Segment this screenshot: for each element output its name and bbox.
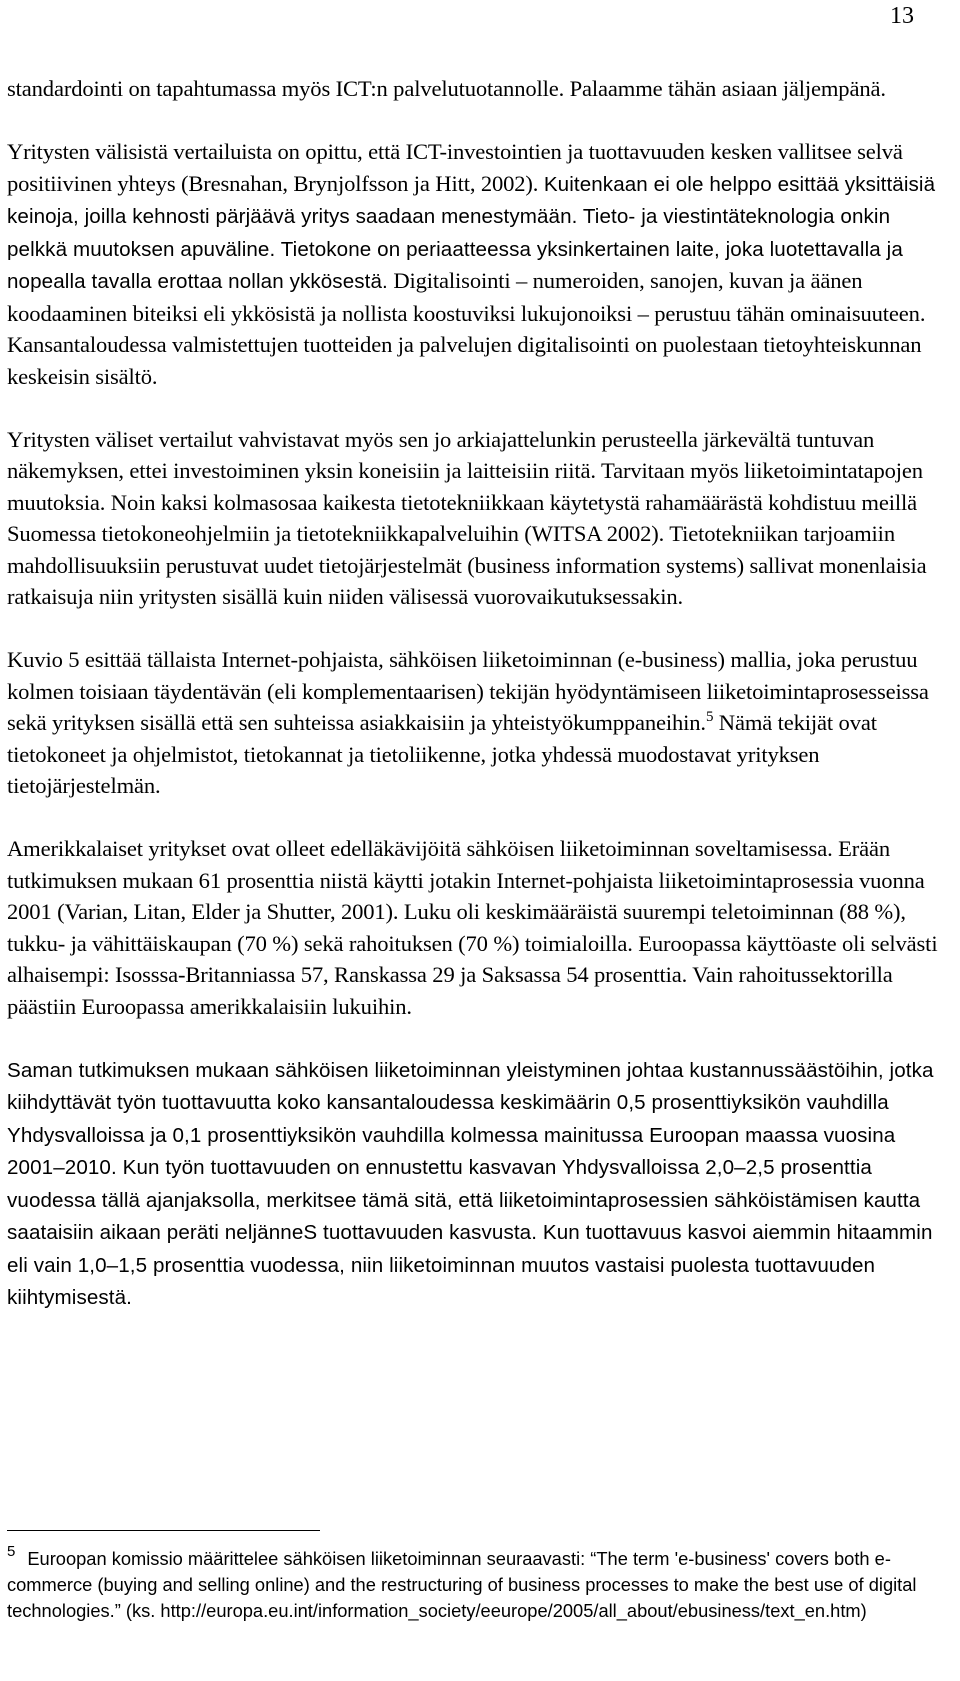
- paragraph: [7, 424, 955, 613]
- paragraph-text: Kuitenkaan ei ole helppo esittää yksittäisiä keinoja, joilla kehnosti pärjäävä yritys saadaan menestymään. Tieto- ja viestintäteknologia onkin pelkkä muutoksen apuväline. Tietokone on periaatteessa yksinkertainen laite, joka luotettavalla ja nopealla tavalla erottaa nollan ykkösestä.: [7, 172, 936, 293]
- footnote: [7, 1543, 955, 1624]
- footnote-reference: 5: [705, 709, 714, 725]
- paragraph: [7, 833, 955, 1022]
- paragraph-text: Nämä tekijät ovat tietokoneet ja ohjelmistot, tietokannat ja tietoliikenne, jotka yhdessä muodostavat yrityksen tietojärjestelmän.: [7, 710, 877, 798]
- paragraph-text: Saman tutkimuksen mukaan sähköisen liiketoiminnan yleistyminen johtaa kustannussäästöihin, jotka kiihdyttävät työn tuottavuutta koko kansantaloudessa keskimäärin 0,5 prosenttiyksikön vauhdilla Yhdysvalloissa ja 0,1 prosenttiyksikön vauhdilla kolmessa mainitussa Euroopan maassa vuosina 2001–2010. Kun työn tuottavuuden on ennustettu kasvavan Yhdysvalloissa 2,0–2,5 prosenttia vuodessa tällä ajanjaksolla, merkitsee tämä sitä, että liiketoimintaprosessien sähköistämisen kautta saataisiin aikaan peräti neljänneS tuottavuuden kasvusta. Kun tuottavuus kasvoi aiemmin hitaammin eli vain 1,0–1,5 prosenttia vuodessa, niin liiketoiminnan muutos vastaisi puolesta tuottavuuden kiihtymisestä.: [7, 1058, 934, 1309]
- footnote-divider: [7, 1530, 320, 1531]
- body-text: [7, 73, 955, 1345]
- paragraph-text: Digitalisointi – numeroiden, sanojen, kuvan ja äänen koodaaminen biteiksi eli ykkösistä ja nollista koostuviksi lukujonoiksi – perustuu tähän ominaisuuteen. Kansantaloudessa valmistettujen tuotteiden ja palvelujen digitalisointi on puolestaan tietoyhteiskunnan keskeisin sisältö.: [7, 268, 926, 389]
- paragraph-text: standardointi on tapahtumassa myös ICT:n palvelutuotannolle. Palaamme tähän asiaan jäljempänä.: [7, 76, 886, 101]
- paragraph-text: Kuvio 5 esittää tällaista Internet-pohjaista, sähköisen liiketoiminnan (e-business) mallia, joka perustuu kolmen toisiaan täydentävän (eli komplementaarisen) tekijän hyödyntämiseen liiketoimintaprosesseissa sekä yrityksen sisällä että sen suhteissa asiakkaisiin ja yhteistyökumppaneihin.: [7, 647, 929, 735]
- paragraph-text: Amerikkalaiset yritykset ovat olleet edelläkävijöitä sähköisen liiketoiminnan soveltamisessa. Erään tutkimuksen mukaan 61 prosenttia niistä käytti jotakin Internet-pohjaista liiketoimintaprosessia vuonna 2001 (Varian, Litan, Elder ja Shutter, 2001). Luku oli keskimääräistä suurempi teletoiminnan (88 %), tukku- ja vähittäiskaupan (70 %) sekä rahoituksen (70 %) toimialoilla. Euroopassa käyttöaste oli selvästi alhaisempi: Isosssa-Britanniassa 57, Ranskassa 29 ja Saksassa 54 prosenttia. Vain rahoitussektorilla päästiin Euroopassa amerikkalaisiin lukuihin.: [7, 836, 938, 1019]
- footnote-marker: 5: [7, 1543, 16, 1560]
- paragraph: [7, 1054, 955, 1314]
- footnote-text: Euroopan komissio määrittelee sähköisen liiketoiminnan seuraavasti: “The term 'e-business' covers both e-commerce (buying and selling online) and the restructuring of business processes to make the best use of digital technologies.” (ks. http://europa.eu.int/information_society/eeurope/2005/all_about/ebusiness/text_en.htm): [7, 1548, 917, 1621]
- paragraph: [7, 136, 955, 392]
- page-number: 13: [890, 3, 914, 29]
- paragraph: [7, 644, 955, 802]
- paragraph-text: Yritysten väliset vertailut vahvistavat myös sen jo arkiajattelunkin perusteella järkevältä tuntuvan näkemyksen, ettei investoiminen yksin koneisiin ja laitteisiin riitä. Tarvitaan myös liiketoimintatapojen muutoksia. Noin kaksi kolmasosaa kaikesta tietotekniikkaan käytetystä rahamäärästä kohdistuu meillä Suomessa tietokoneohjelmiin ja tietotekniikkapalveluihin (WITSA 2002). Tietotekniikan tarjoamiin mahdollisuuksiin perustuvat uudet tietojärjestelmät (business information systems) sallivat monenlaisia ratkaisuja niin yritysten sisällä kuin niiden välisessä vuorovaikutuksessakin.: [7, 426, 927, 609]
- paragraph: [7, 73, 955, 105]
- paragraph-text: Yritysten välisistä vertailuista on opittu, että ICT-investointien ja tuottavuuden kesken vallitsee selvä positiivinen yhteys (Bresnahan, Brynjolfsson ja Hitt, 2002).: [7, 139, 903, 196]
